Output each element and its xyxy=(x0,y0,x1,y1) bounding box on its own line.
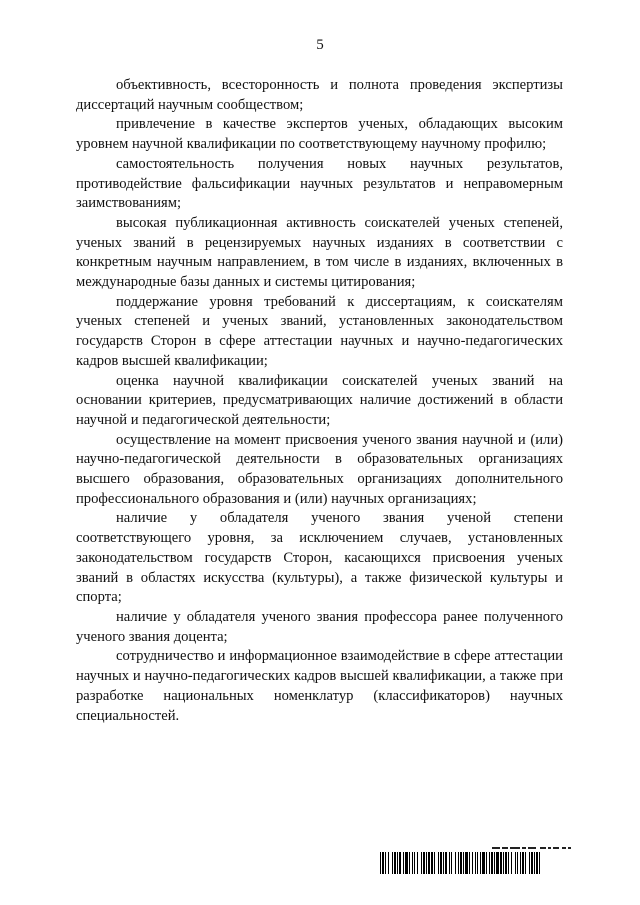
paragraph-7: осуществление на момент присвоения ученого звания научной и (или) научно-педагогической деятельности в образовательных организациях высшего образования, образовательных организациях дополнительного профессионального образования и (или) научных организациях; xyxy=(76,431,563,507)
document-body xyxy=(76,76,563,726)
paragraph-4: высокая публикационная активность соискателей ученых степеней, ученых званий в рецензируемых научных изданиях в соответствии с конкретным научным направлением, в том числе в изданиях, включенных в международные базы данных и системы цитирования; xyxy=(76,214,563,291)
paragraph-5: поддержание уровня требований к диссертациям, к соискателям ученых степеней и ученых званий, установленных законодательством государств Сторон в сфере аттестации научных и научно-педагогических кадров высшей квалификации; xyxy=(76,293,563,369)
page-number: 5 xyxy=(316,37,324,53)
paragraph-2: привлечение в качестве экспертов ученых, обладающих высоким уровнем научной квалификации по соответствующему научному профилю; xyxy=(76,116,563,153)
barcode-caption xyxy=(492,845,592,851)
paragraph-10: сотрудничество и информационное взаимодействие в сфере аттестации научных и научно-педагогических кадров высшей квалификации, а также при разработке национальных номенклатур (классификаторов) научных специальностей. xyxy=(76,648,563,724)
paragraph-6: оценка научной квалификации соискателей ученых званий на основании критериев, предусматривающих наличие достижений в области научной и педагогической деятельности; xyxy=(76,372,563,428)
barcode-icon xyxy=(380,845,592,875)
paragraph-9: наличие у обладателя ученого звания профессора ранее полученного ученого звания доцента; xyxy=(76,608,563,645)
paragraph-3: самостоятельность получения новых научных результатов, противодействие фальсификации научных результатов и неправомерным заимствованиям; xyxy=(76,155,563,212)
paragraph-8: наличие у обладателя ученого звания ученой степени соответствующего уровня, за исключением случаев, установленных законодательством государств Сторон, касающихся присвоения ученых званий в областях искусства (культуры), а также физической культуры и спорта; xyxy=(76,510,563,606)
barcode-bars xyxy=(380,852,592,874)
paragraph-1: объективность, всесторонность и полнота проведения экспертизы диссертаций научным сообществом; xyxy=(76,77,563,113)
